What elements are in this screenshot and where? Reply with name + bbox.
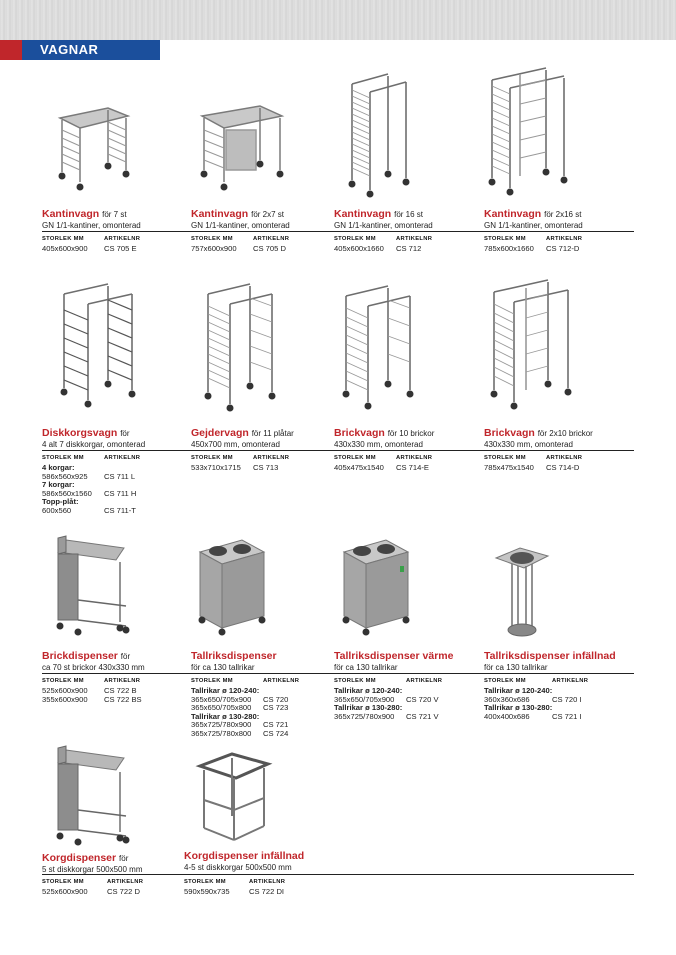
product-title: Brickvagn (484, 427, 535, 439)
product-title: Diskkorgsvagn (42, 427, 118, 439)
size-value: 533x710x1715 (191, 463, 241, 472)
size-value: 586x560x925 (42, 471, 88, 481)
product-card (184, 850, 334, 872)
column-header-size: STORLEK MM (484, 455, 526, 461)
column-header-size: STORLEK MM (334, 455, 376, 461)
column-header-article: ARTIKELNR (406, 678, 443, 684)
row-divider (42, 673, 634, 674)
product-subtitle: 4-5 st diskkorgar 500x500 mm (184, 863, 292, 872)
trolley-16-image (342, 70, 412, 202)
product-subtitle: GN 1/1-kantiner, omonterad (191, 221, 290, 230)
product-card (334, 208, 484, 230)
size-group-label: Topp-plåt: (42, 497, 79, 506)
product-subtitle: för ca 130 tallrikar (191, 663, 255, 672)
size-value: 400x400x686 (484, 711, 530, 721)
article-number: CS 722 BS (104, 694, 142, 704)
size-value: 360x360x686 (484, 694, 530, 704)
product-title: Tallriksdispenser värme (334, 650, 454, 662)
size-value: 405x600x900 (42, 244, 88, 253)
article-number: CS 721 I (552, 711, 582, 721)
product-title: Brickvagn (334, 427, 385, 439)
size-value: 355x600x900 (42, 694, 88, 704)
size-value: 590x590x735 (184, 887, 230, 896)
builtin-basket-dispenser-image (194, 750, 274, 846)
product-card (334, 427, 484, 449)
article-number: CS 714-E (396, 463, 429, 472)
article-number: CS 721 V (406, 711, 439, 721)
article-number: CS 711 H (104, 488, 137, 498)
article-number: CS 711 L (104, 471, 136, 481)
product-title: Brickdispenser (42, 650, 118, 662)
product-subtitle: GN 1/1-kantiner, omonterad (42, 221, 141, 230)
product-subtitle: 450x700 mm, omonterad (191, 440, 280, 449)
size-value: 365x725/780x900 (334, 711, 395, 721)
product-card (42, 208, 192, 230)
size-group-label: Tallrikar ø 120-240: (334, 686, 403, 695)
product-title: Gejdervagn (191, 427, 249, 439)
section-accent (0, 40, 22, 60)
product-subtitle: 430x330 mm, omonterad (484, 440, 573, 449)
article-number: CS 724 (263, 728, 289, 738)
column-header-size: STORLEK MM (334, 236, 376, 242)
product-card (42, 427, 192, 449)
column-header-article: ARTIKELNR (253, 455, 290, 461)
product-title-rest: för 11 plåtar (251, 429, 294, 438)
column-header-article: ARTIKELNR (552, 678, 589, 684)
size-value: 757x600x900 (191, 244, 237, 253)
product-card (484, 427, 634, 449)
product-title-rest: för (120, 429, 130, 438)
product-title: Kantinvagn (191, 208, 249, 220)
column-header-size: STORLEK MM (484, 678, 526, 684)
column-header-article: ARTIKELNR (546, 455, 583, 461)
tray-rack-trolley-image (200, 278, 280, 416)
product-subtitle: för ca 130 tallrikar (484, 663, 548, 672)
product-title: Tallriksdispenser infällnad (484, 650, 616, 662)
article-number: CS 722 D (107, 887, 140, 896)
column-header-size: STORLEK MM (42, 455, 84, 461)
row-divider (42, 450, 634, 451)
column-header-size: STORLEK MM (191, 678, 233, 684)
article-number: CS 705 E (104, 244, 137, 253)
row-divider (42, 874, 634, 875)
column-header-size: STORLEK MM (191, 236, 233, 242)
article-number: CS 713 (253, 463, 279, 472)
size-value: 785x475x1540 (484, 463, 534, 472)
article-number: CS 712 (396, 244, 422, 253)
basket-dispenser-image (46, 744, 136, 848)
trolley-7-image (48, 100, 138, 200)
heated-plate-dispenser-image (334, 534, 414, 642)
product-title-rest: för 2x16 st (544, 210, 582, 219)
product-title: Kantinvagn (42, 208, 100, 220)
size-group-label: Tallrikar ø 130-280: (334, 703, 403, 712)
column-header-size: STORLEK MM (184, 879, 226, 885)
product-title: Tallriksdispenser (191, 650, 277, 662)
article-number: CS 720 (263, 694, 289, 704)
size-value: 405x600x1660 (334, 244, 384, 253)
size-group-label: Tallrikar ø 120-240: (191, 686, 260, 695)
product-subtitle: GN 1/1-kantiner, omonterad (484, 221, 583, 230)
column-header-article: ARTIKELNR (396, 236, 433, 242)
size-value: 525x600x900 (42, 686, 88, 695)
column-header-article: ARTIKELNR (104, 678, 141, 684)
size-value: 785x600x1660 (484, 244, 534, 253)
size-value: 365x650/705x900 (334, 694, 395, 704)
product-title-rest: för (120, 652, 131, 661)
column-header-article: ARTIKELNR (104, 236, 141, 242)
article-number: CS 721 (263, 720, 289, 729)
column-header-article: ARTIKELNR (253, 236, 290, 242)
size-value: 365x725/780x900 (191, 720, 252, 729)
article-number: CS 720 V (406, 694, 439, 704)
product-card (334, 650, 484, 672)
column-header-article: ARTIKELNR (546, 236, 583, 242)
product-card (484, 208, 634, 230)
column-header-size: STORLEK MM (42, 236, 84, 242)
article-number: CS 705 D (253, 244, 286, 253)
product-card (42, 650, 192, 672)
column-header-size: STORLEK MM (334, 678, 376, 684)
column-header-article: ARTIKELNR (249, 879, 286, 885)
product-title-rest: för 16 st (394, 210, 423, 219)
product-subtitle: GN 1/1-kantiner, omonterad (334, 221, 433, 230)
trolley-2x7-image (190, 100, 290, 200)
size-value: 365x650/705x800 (191, 703, 252, 712)
size-value: 365x650/705x900 (191, 694, 252, 704)
article-number: CS 711-T (104, 505, 136, 515)
tray-trolley-10-image (338, 280, 418, 414)
column-header-size: STORLEK MM (484, 236, 526, 242)
column-header-article: ARTIKELNR (107, 879, 144, 885)
size-value: 365x725/780x800 (191, 728, 252, 738)
column-header-size: STORLEK MM (42, 879, 84, 885)
article-number: CS 712-D (546, 244, 580, 253)
column-header-size: STORLEK MM (191, 455, 233, 461)
product-subtitle: för ca 130 tallrikar (334, 663, 398, 672)
section-title: VAGNAR (40, 42, 99, 57)
product-title-rest: för 2x7 st (251, 210, 284, 219)
basket-trolley-image (56, 280, 138, 412)
article-number: CS 722 B (104, 686, 137, 695)
size-group-label: 4 korgar: (42, 463, 75, 472)
trolley-2x16-image (484, 64, 574, 202)
size-value: 525x600x900 (42, 887, 88, 896)
size-value: 600x560 (42, 505, 72, 515)
product-subtitle: ca 70 st brickor 430x330 mm (42, 663, 145, 672)
plate-dispenser-image (190, 534, 270, 642)
size-group-label: Tallrikar ø 130-280: (484, 703, 553, 712)
article-number: CS 723 (263, 703, 289, 712)
product-title: Kantinvagn (484, 208, 542, 220)
size-group-label: Tallrikar ø 120-240: (484, 686, 553, 695)
column-header-article: ARTIKELNR (263, 678, 300, 684)
product-subtitle: 4 alt 7 diskkorgar, omonterad (42, 440, 146, 449)
article-number: CS 720 I (552, 694, 582, 704)
product-title-rest: för 7 st (102, 210, 127, 219)
product-title: Korgdispenser infällnad (184, 850, 305, 862)
section-tab (22, 40, 160, 60)
article-number: CS 722 DI (249, 887, 285, 896)
product-title-rest: för 10 brickor (387, 429, 435, 438)
column-header-article: ARTIKELNR (396, 455, 433, 461)
size-group-label: Tallrikar ø 130-280: (191, 711, 260, 721)
article-number: CS 714-D (546, 463, 580, 472)
column-header-article: ARTIKELNR (104, 455, 141, 461)
product-title: Kantinvagn (334, 208, 392, 220)
product-subtitle: 430x330 mm, omonterad (334, 440, 423, 449)
product-title: Korgdispenser (42, 852, 117, 864)
builtin-plate-dispenser-image (490, 542, 554, 642)
tray-dispenser-image (46, 534, 136, 640)
product-card (42, 852, 192, 874)
product-card (191, 427, 341, 449)
product-card (484, 650, 634, 672)
product-card (191, 650, 341, 672)
size-group-label: 7 korgar: (42, 480, 75, 489)
row-divider (42, 231, 634, 232)
column-header-size: STORLEK MM (42, 678, 84, 684)
product-subtitle: 5 st diskkorgar 500x500 mm (42, 865, 143, 874)
product-card (191, 208, 341, 230)
top-texture-band (0, 0, 676, 40)
product-title-rest: för 2x10 brickor (537, 429, 593, 438)
tray-trolley-2x10-image (486, 274, 576, 416)
size-value: 586x560x1560 (42, 488, 92, 498)
product-title-rest: för (119, 854, 129, 863)
size-value: 405x475x1540 (334, 463, 384, 472)
